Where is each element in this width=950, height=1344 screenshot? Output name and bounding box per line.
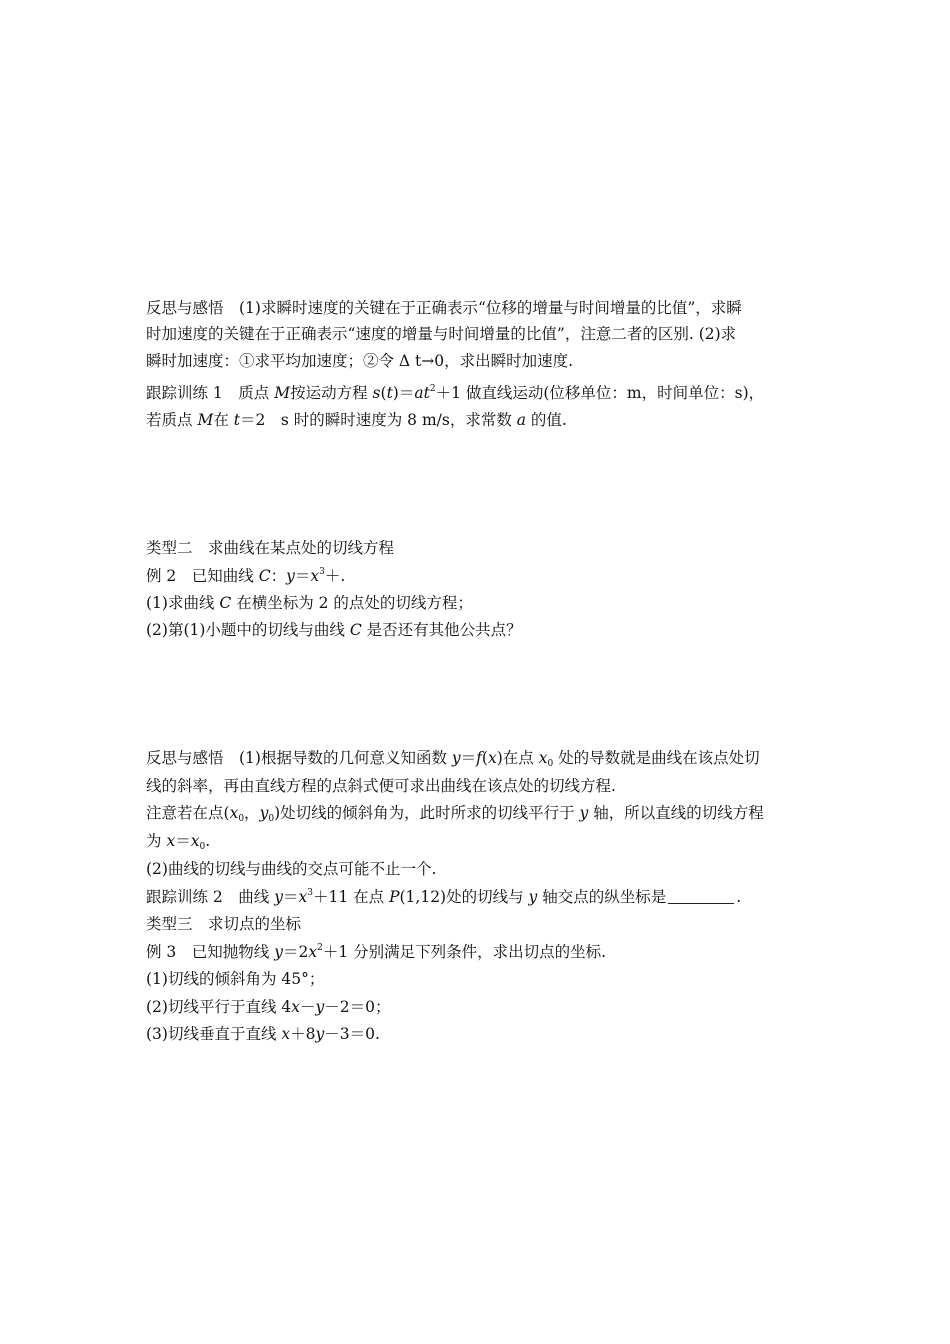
exponent: 3 [307,888,313,898]
math-var: y [528,888,538,906]
exercise-2-line [146,886,741,908]
math-var: M [274,384,291,402]
example-3-question-1 [146,968,324,990]
reflection-2-line-2 [146,775,616,797]
text: 若质点 [146,411,198,429]
text: ＝ [282,888,299,906]
math-var: x [538,749,548,767]
text: (1,12)处的切线与 [399,888,529,906]
subscript: 0 [199,842,206,852]
exponent: 2 [317,943,323,953]
text: 的值. [526,411,567,429]
text: ： [270,567,287,585]
math-var: C [219,594,232,612]
math-var: y [315,1025,325,1043]
math-var: t [233,411,240,429]
math-var: x [166,832,176,850]
text: (2)曲线的切线与曲线的交点可能不止一个. [146,860,437,878]
exercise-1-line-2 [146,409,567,431]
text: (1)切线的倾斜角为 45°； [146,970,325,988]
text: 时加速度的关键在于正确表示“速度的增量与时间增量的比值”，注意二者的区别. (2)求 [146,325,737,343]
text: 注意若在点( [146,804,230,822]
text: ＋11 在点 [312,888,390,906]
math-var: x [190,832,200,850]
math-var: y [274,943,283,961]
subscript: 0 [547,759,554,769]
reflection-1-line-2 [146,323,736,345]
math-var: x [308,943,318,961]
text: 例 3 已知抛物线 [146,943,275,961]
text: 反思与感悟 (1)根据导数的几何意义知函数 [146,749,452,767]
text: ＋1 做直线运动(位移单位：m，时间单位：s)， [435,384,765,402]
text: 类型三 求切点的坐标 [146,915,302,933]
math-var: M [197,411,214,429]
text: 是否还有其他公共点？ [361,621,522,639]
text: 例 2 已知曲线 [146,567,259,585]
text: ＋8 [290,1025,316,1043]
text: －2＝0； [324,998,391,1016]
text: )处切线的倾斜角为，此时所求的切线平行于 [274,804,580,822]
reflection-2-line-4 [146,830,210,852]
text: ＋1 分别满足下列条件，求出切点的坐标. [322,943,607,961]
math-var: a [516,411,526,429]
text: －3＝0. [324,1025,380,1043]
text: . [736,888,742,906]
exercise-1-line-1 [146,382,764,404]
text: ( [380,384,387,402]
text: 在 [213,411,234,429]
math-var: x [291,998,300,1016]
example-3-question-2 [146,996,391,1018]
text: 瞬时加速度：①求平均加速度；②令 Δ t→0，求出瞬时加速度. [146,352,574,370]
math-var: P [389,888,400,906]
example-2-statement [146,565,345,587]
text: ＝2 s 时的瞬时速度为 8 m/s，求常数 [239,411,517,429]
text: ＝2 [282,943,309,961]
text: 反思与感悟 (1)求瞬时速度的关键在于正确表示“位移的增量与时间增量的比值”，求瞬 [146,299,742,317]
math-var: y [579,804,589,822]
text: (1)求曲线 [146,594,220,612]
text: ＋. [324,567,346,585]
math-var: C [258,567,271,585]
text: 线的斜率，再由直线方程的点斜式便可求出曲线在该点处的切线方程. [146,777,616,795]
subscript: 0 [238,814,245,824]
text: 跟踪训练 2 曲线 [146,888,275,906]
math-var: at [414,384,430,402]
math-var: t [386,384,393,402]
text: － [300,998,316,1016]
math-var: C [349,621,362,639]
text: ， [244,804,260,822]
text: ( [481,749,488,767]
math-var: f [476,749,482,767]
text: ＝ [294,567,311,585]
reflection-2-line-1 [146,747,760,769]
math-var: s [372,384,381,402]
section-title-type-3 [146,913,301,935]
math-var: y [286,567,295,585]
answer-blank [668,902,734,904]
text: 轴，所以直线的切线方程 [588,804,764,822]
reflection-1-line-1 [146,297,742,319]
exponent: 2 [429,384,436,394]
example-3-question-3 [146,1023,380,1045]
text: . [205,832,211,850]
math-var: y [274,888,283,906]
text: (2)第(1)小题中的切线与曲线 [146,621,350,639]
text: 在横坐标为 2 的点处的切线方程； [231,594,473,612]
reflection-2-line-3 [146,802,764,824]
section-title-type-2 [146,537,394,559]
text: 类型二 求曲线在某点处的切线方程 [146,539,395,557]
math-var: y [315,998,325,1016]
text: ＝ [175,832,191,850]
math-var: y [451,749,461,767]
example-3-statement [146,941,606,963]
text: 按运动方程 [290,384,373,402]
math-var: x [281,1025,291,1043]
text: 跟踪训练 1 质点 [146,384,275,402]
math-var: y [259,804,269,822]
example-2-question-2 [146,619,522,641]
text: )在点 [496,749,539,767]
reflection-1-line-3 [146,350,573,372]
text: 为 [146,832,167,850]
math-var: x [487,749,497,767]
text: 轴交点的纵坐标是 [537,888,667,906]
text: (3)切线垂直于直线 [146,1025,282,1043]
math-var: x [310,567,320,585]
subscript: 0 [268,814,275,824]
text: 处的导数就是曲线在该点处切 [553,749,760,767]
math-var: x [229,804,239,822]
reflection-2-line-5 [146,858,436,880]
example-2-question-1 [146,592,473,614]
exponent: 3 [319,567,325,577]
text: )＝ [392,384,415,402]
text: ＝ [460,749,477,767]
math-var: x [298,888,308,906]
text: (2)切线平行于直线 4 [146,998,292,1016]
